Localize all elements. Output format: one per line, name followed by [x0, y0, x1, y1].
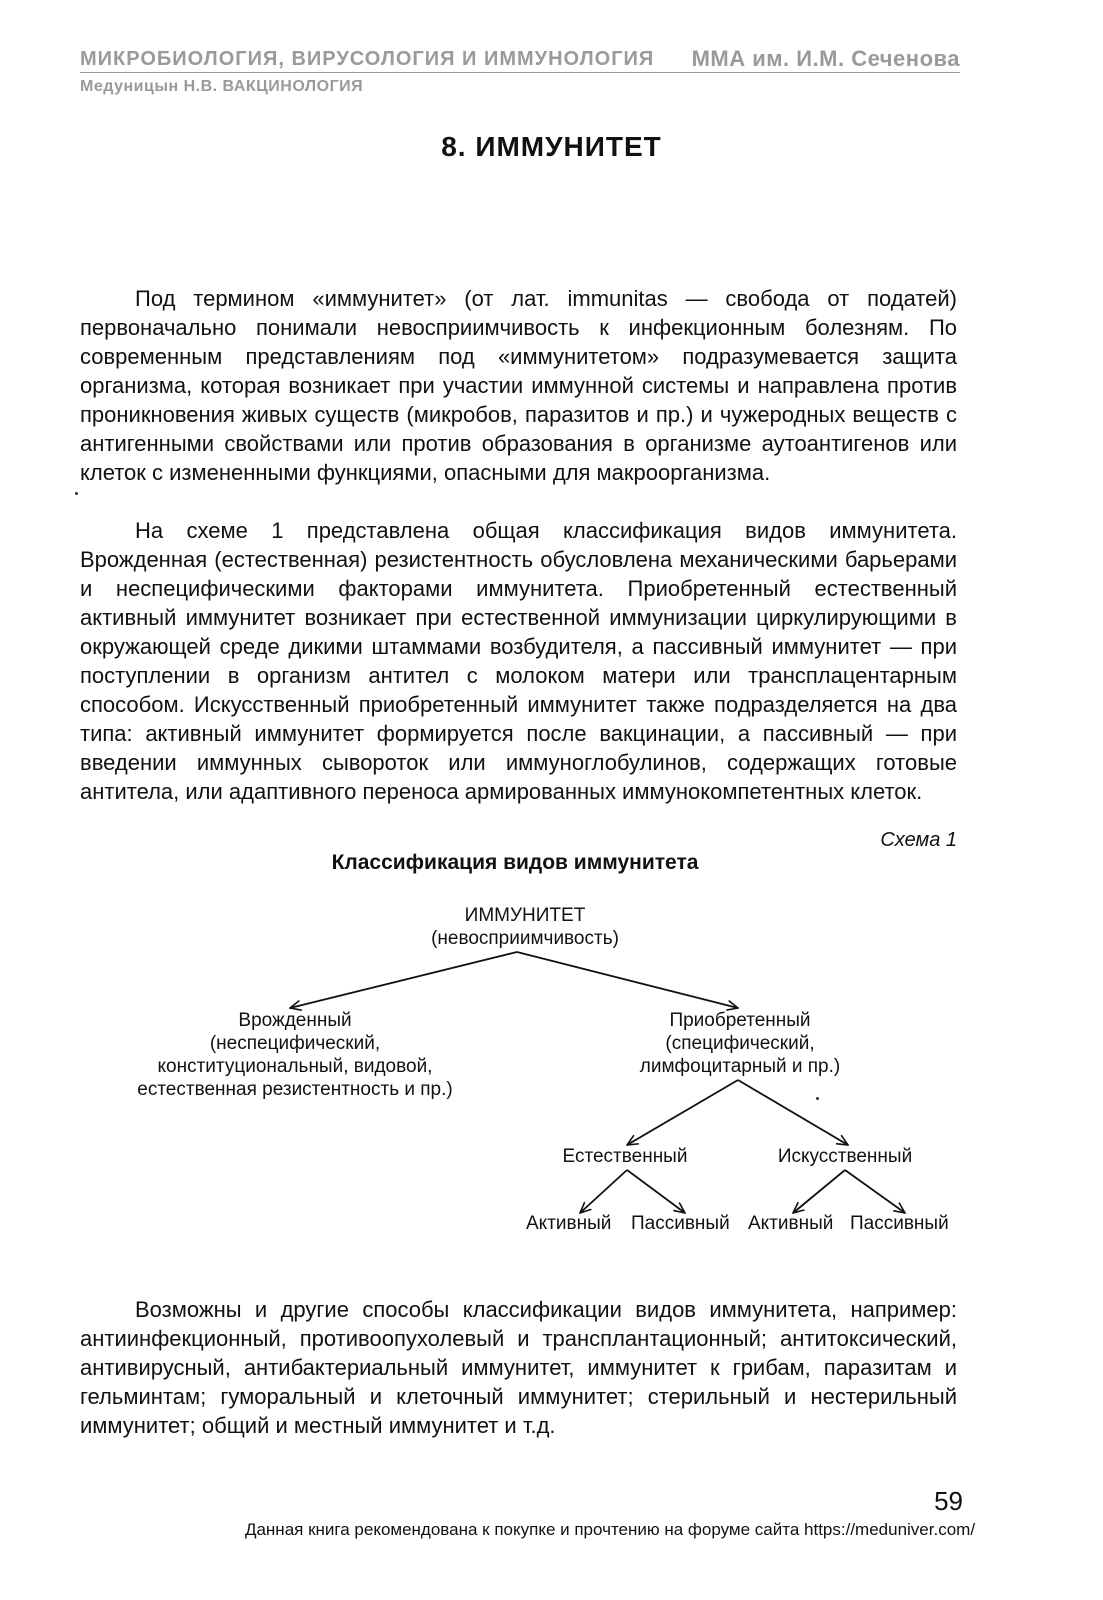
paragraph: Под термином «иммунитет» (от лат. immunitas — свобода от податей) первоначально понимали невосприимчивость к инфекционным болезням. По современным представлениям под «иммунитетом» подразумевается защита организма, которая возникает при участии иммунной системы и направлена против проникновения живых существ (микробов, паразитов и пр.) и чужеродных веществ с антигенными свойствами или против образования в организме аутоантигенов или клеток с измененными функциями, опасными для макроорганизма.	[80, 286, 957, 485]
header-title: МИКРОБИОЛОГИЯ, ВИРУСОЛОГИЯ И ИММУНОЛОГИЯ	[80, 48, 655, 70]
node-artificial: Искусственный	[777, 1146, 913, 1167]
edge-artificial-active	[793, 1170, 845, 1213]
node-line: (неспецифический,	[209, 1033, 381, 1054]
node-line: ИММУНИТЕТ	[464, 905, 586, 926]
node-immunity	[380, 904, 670, 950]
header-subtitle: Медуницын Н.В. ВАКЦИНОЛОГИЯ	[80, 78, 364, 95]
leaf-natural-active: Активный	[526, 1213, 612, 1234]
page-number: 59	[934, 1486, 963, 1516]
running-header	[80, 46, 960, 73]
node-line: (невосприимчивость)	[431, 928, 619, 949]
header-institution: ММА им. И.М. Сеченова	[691, 46, 960, 71]
node-line: Врожденный	[238, 1010, 352, 1031]
leaf-artificial-passive: Пассивный	[850, 1213, 949, 1234]
scan-speck	[816, 1097, 819, 1100]
edge-natural-passive	[627, 1170, 685, 1213]
node-line: Приобретенный	[669, 1010, 811, 1031]
paragraph: Возможны и другие способы классификации видов иммунитета, например: антиинфекционный, противоопухолевый и трансплантационный; антитоксический, антивирусный, антибактериальный иммунитет, иммунитет к грибам, паразитам и гельминтам; гуморальный и клеточный иммунитет; стерильный и нестерильный иммунитет; общий и местный иммунитет и т.д.	[80, 1297, 957, 1438]
node-line: естественная резистентность и пр.)	[137, 1079, 453, 1100]
node-acquired	[590, 1009, 890, 1078]
node-line: лимфоцитарный и пр.)	[639, 1056, 841, 1077]
edge-acquired-artificial	[738, 1080, 848, 1145]
node-line: конституциональный, видовой,	[157, 1056, 433, 1077]
scheme-title: Классификация видов иммунитета	[331, 851, 699, 874]
edge-natural-active	[580, 1170, 627, 1213]
node-natural: Естественный	[562, 1146, 688, 1167]
edge-root-acquired	[517, 952, 738, 1008]
footer-note: Данная книга рекомендована к покупке и прочтению на форуме сайта https://meduniver.com/	[244, 1520, 976, 1539]
edge-artificial-passive	[845, 1170, 905, 1213]
edge-root-innate	[290, 952, 517, 1008]
chapter-title: 8. ИММУНИТЕТ	[441, 131, 662, 162]
scheme-label: Схема 1	[880, 829, 957, 851]
leaf-natural-passive: Пассивный	[631, 1213, 730, 1234]
scan-speck	[75, 492, 78, 495]
edge-acquired-natural	[627, 1080, 738, 1145]
paragraph: На схеме 1 представлена общая классификация видов иммунитета. Врожденная (естественная) резистентность обусловлена механическими барьерами и неспецифическими факторами иммунитета. Приобретенный естественный активный иммунитет возникает при естественной иммунизации циркулирующими в окружающей среде дикими штаммами возбудителя, а пассивный иммунитет — при поступлении в организм антител с молоком матери или трансплацентарным способом. Искусственный приобретенный иммунитет также подразделяется на два типа: активный иммунитет формируется после вакцинации, а пассивный — при введении иммунных сывороток или иммуноглобулинов, содержащих готовые антитела, или адаптивного переноса армированных иммунокомпетентных клеток.	[80, 518, 957, 804]
node-innate	[105, 1009, 485, 1101]
node-line: (специфический,	[665, 1033, 815, 1054]
leaf-artificial-active: Активный	[748, 1213, 834, 1234]
